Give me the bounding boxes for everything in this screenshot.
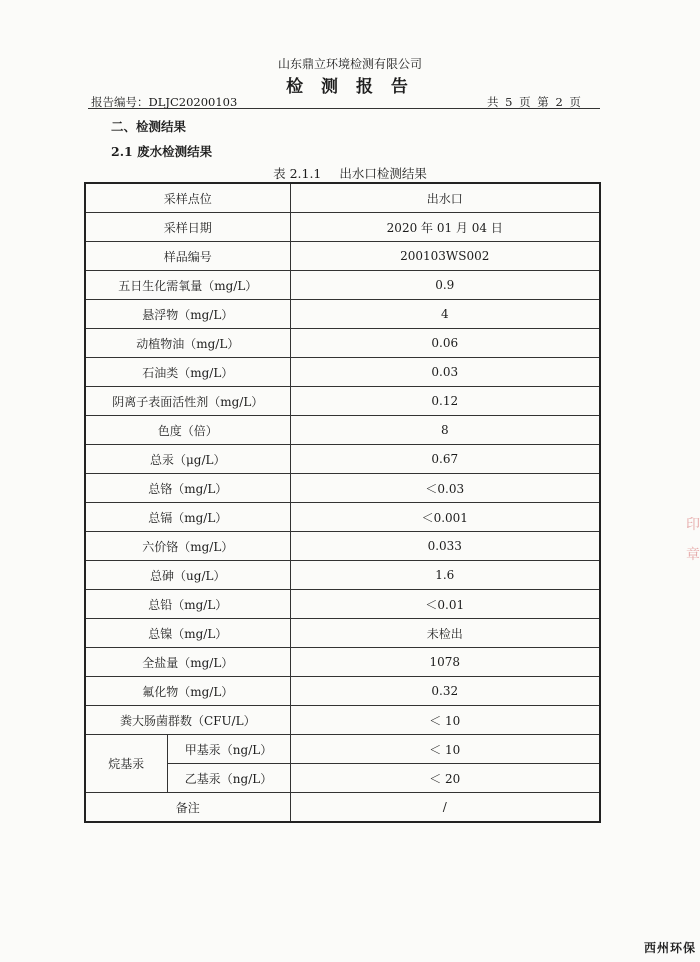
row-label: 总镍（mg/L） — [85, 619, 290, 648]
row-value: 0.03 — [290, 358, 600, 387]
row-value: 4 — [290, 300, 600, 329]
table-row — [85, 648, 600, 677]
table-row — [85, 387, 600, 416]
row-value: 1.6 — [290, 561, 600, 590]
row-label: 阴离子表面活性剂（mg/L） — [85, 387, 290, 416]
subsection-heading: 2.1 废水检测结果 — [111, 144, 213, 159]
row-label: 石油类（mg/L） — [85, 358, 290, 387]
page-indicator: 共 5 页 第 2 页 — [487, 95, 581, 109]
row-value: ＜ 10 — [290, 706, 600, 735]
table-row — [85, 445, 600, 474]
row-label: 样品编号 — [85, 242, 290, 271]
row-label: 甲基汞（ng/L） — [167, 735, 290, 764]
row-value: 未检出 — [290, 619, 600, 648]
document-title: 检 测 报 告 — [286, 77, 414, 97]
table-row — [85, 242, 600, 271]
row-value: 8 — [290, 416, 600, 445]
row-label: 总砷（ug/L） — [85, 561, 290, 590]
table-row — [85, 735, 600, 764]
row-label: 六价铬（mg/L） — [85, 532, 290, 561]
row-value: 0.67 — [290, 445, 600, 474]
table-row — [85, 706, 600, 735]
watermark-logo: 西州环保 — [643, 941, 696, 955]
table-caption — [0, 164, 700, 182]
results-table — [84, 182, 601, 823]
table-caption-title: 出水口检测结果 — [339, 166, 427, 181]
row-label: 粪大肠菌群数（CFU/L） — [85, 706, 290, 735]
table-row — [85, 183, 600, 213]
row-label: 悬浮物（mg/L） — [85, 300, 290, 329]
row-label: 五日生化需氧量（mg/L） — [85, 271, 290, 300]
row-label: 全盐量（mg/L） — [85, 648, 290, 677]
row-value: ＜ 20 — [290, 764, 600, 793]
header-rule — [88, 108, 600, 109]
row-value: ＜0.03 — [290, 474, 600, 503]
remark-value: / — [290, 793, 600, 823]
table-row — [85, 590, 600, 619]
table-number: 表 2.1.1 — [273, 166, 322, 181]
row-value: ＜0.01 — [290, 590, 600, 619]
table-row — [85, 213, 600, 242]
row-value: 1078 — [290, 648, 600, 677]
row-label: 总铬（mg/L） — [85, 474, 290, 503]
row-value: 0.06 — [290, 329, 600, 358]
table-row — [85, 271, 600, 300]
section-heading: 二、检测结果 — [111, 119, 187, 134]
table-row — [85, 503, 600, 532]
table-row — [85, 474, 600, 503]
row-value: 0.9 — [290, 271, 600, 300]
row-label: 乙基汞（ng/L） — [167, 764, 290, 793]
table-row — [85, 329, 600, 358]
row-value: 0.32 — [290, 677, 600, 706]
table-row — [85, 561, 600, 590]
group-label: 烷基汞 — [85, 735, 167, 793]
row-label: 采样日期 — [85, 213, 290, 242]
row-value: 200103WS002 — [290, 242, 600, 271]
row-value: 0.033 — [290, 532, 600, 561]
table-row — [85, 793, 600, 823]
row-value: 0.12 — [290, 387, 600, 416]
company-name: 山东鼎立环境检测有限公司 — [277, 57, 422, 71]
table-row — [85, 532, 600, 561]
row-value: ＜0.001 — [290, 503, 600, 532]
table-row — [85, 358, 600, 387]
seal-stamp: 印 章 — [686, 517, 700, 563]
row-value: 出水口 — [290, 183, 600, 213]
row-label: 总铅（mg/L） — [85, 590, 290, 619]
row-label: 动植物油（mg/L） — [85, 329, 290, 358]
row-label: 总镉（mg/L） — [85, 503, 290, 532]
row-value: ＜ 10 — [290, 735, 600, 764]
row-label: 总汞（μg/L） — [85, 445, 290, 474]
table-row — [85, 619, 600, 648]
row-label: 色度（倍） — [85, 416, 290, 445]
table-row — [85, 416, 600, 445]
table-row — [85, 677, 600, 706]
row-label: 采样点位 — [85, 183, 290, 213]
remark-label: 备注 — [85, 793, 290, 823]
row-value: 2020 年 01 月 04 日 — [290, 213, 600, 242]
report-number: 报告编号：DLJC20200103 — [91, 95, 238, 109]
table-row — [85, 300, 600, 329]
row-label: 氟化物（mg/L） — [85, 677, 290, 706]
